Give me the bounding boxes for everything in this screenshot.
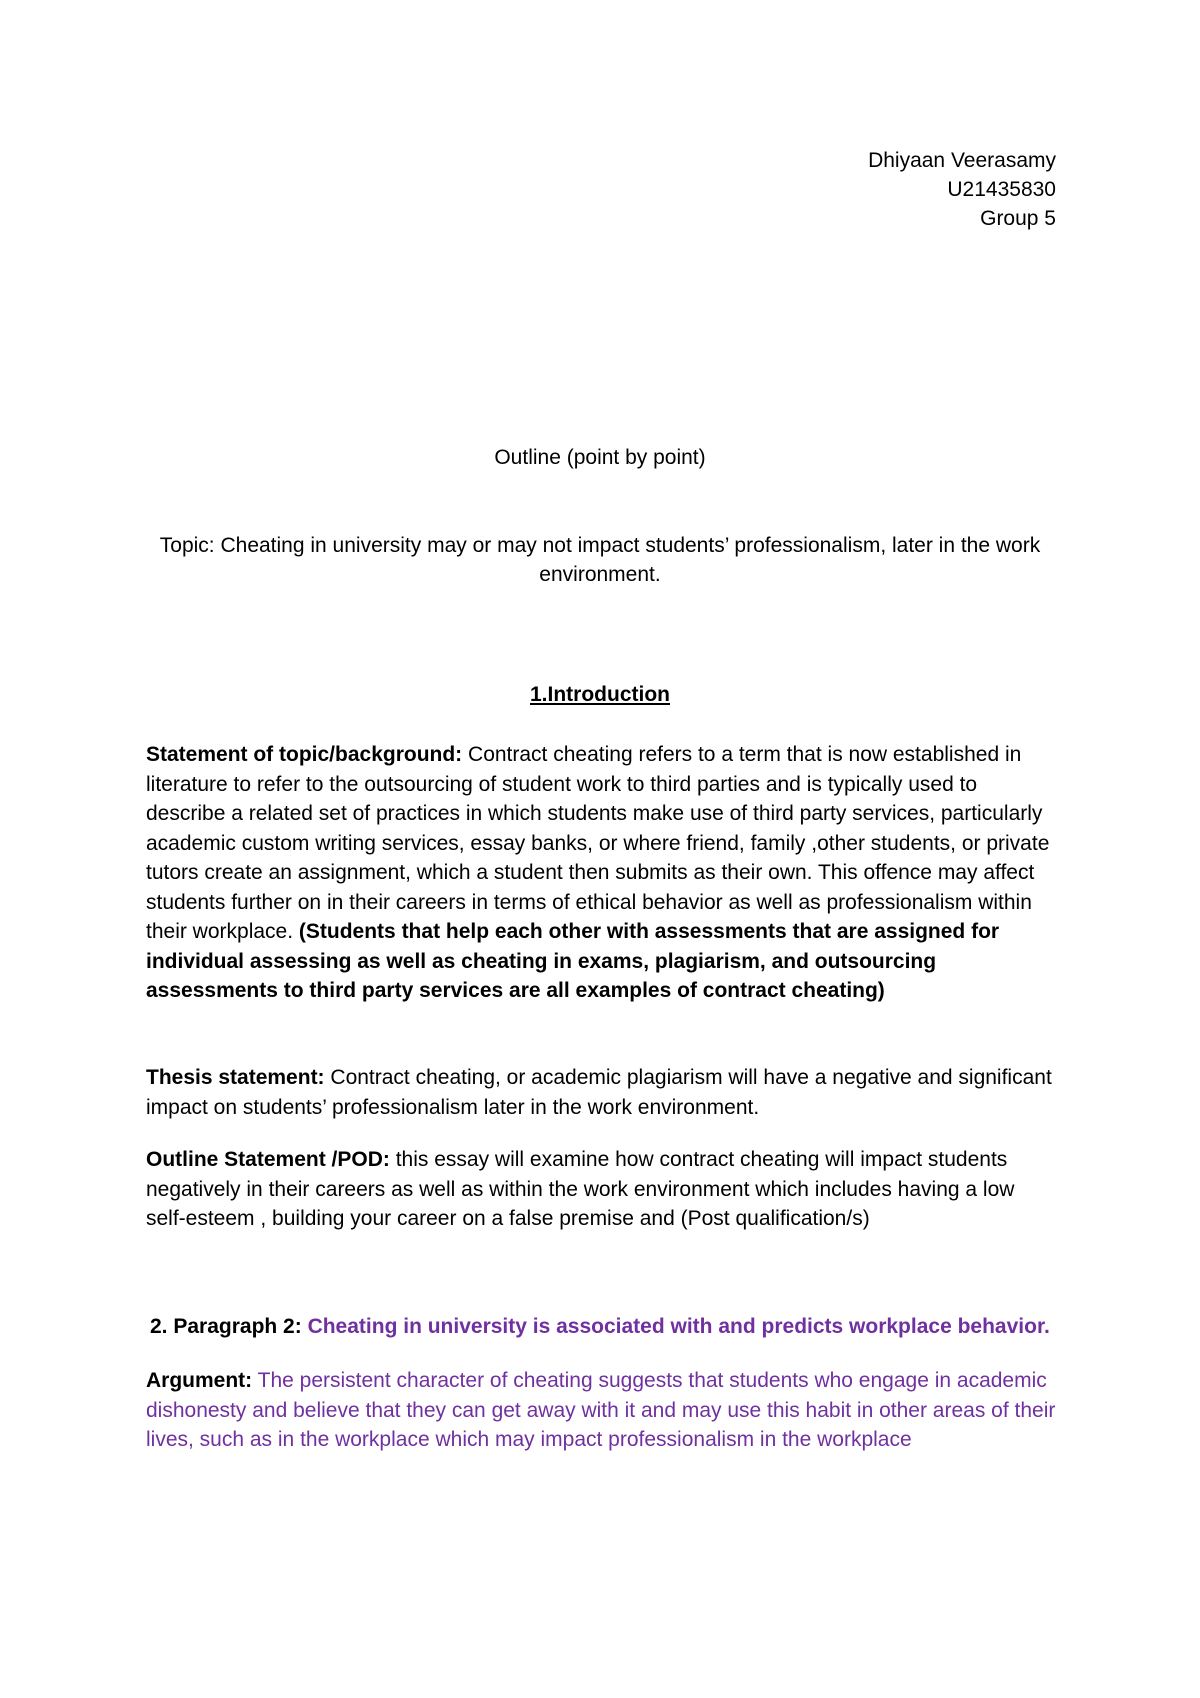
- argument-text: The persistent character of cheating suggests that students who engage in academic dishonesty and believe that they can get away with it and may use this habit in other areas of their lives, such as in the workplace which may impact professionalism in the workplace: [146, 1369, 1056, 1451]
- statement-text: Contract cheating refers to a term that is now established in literature to refer to the outsourcing of student work to third parties and is typically used to describe a related set of practices in which students make use of third party services, particularly academic custom writing services, essay banks, or where friend, family ,other students, or private tutors create an assignment, which a student then submits as their own. This offence may affect students further on in their careers in terms of ethical behavior as well as professionalism within their workplace.: [146, 743, 1050, 943]
- thesis-text: Contract cheating, or academic plagiarism will have a negative and significant impact on students’ professionalism later in the work environment.: [146, 1066, 1052, 1119]
- statement-paragraph: [146, 740, 1056, 1006]
- paragraph2-heading: [150, 1312, 1060, 1342]
- thesis-paragraph: [146, 1063, 1056, 1122]
- argument-paragraph: [146, 1366, 1056, 1455]
- statement-bold-text: (Students that help each other with assessments that are assigned for individual assessing as well as cheating in exams, plagiarism, and outsourcing assessments to third party services are all examples of contract cheating): [146, 920, 1000, 1002]
- topic-statement: Topic: Cheating in university may or may not impact students’ professionalism, later in the work environment.: [159, 534, 1041, 586]
- argument-label: Argument:: [146, 1369, 253, 1392]
- paragraph2-label: 2. Paragraph 2:: [150, 1315, 302, 1338]
- introduction-heading: 1.Introduction: [530, 683, 670, 706]
- outline-statement-text: this essay will examine how contract cheating will impact students negatively in their careers as well as within the work environment which includes having a low self-esteem , building your career on a false premise and (Post qualification/s): [146, 1148, 1015, 1230]
- outline-statement-label: Outline Statement /POD:: [146, 1148, 390, 1171]
- outline-statement-paragraph: [146, 1145, 1056, 1234]
- thesis-label: Thesis statement:: [146, 1066, 325, 1089]
- group-label: Group 5: [980, 207, 1056, 230]
- paragraph2-title: Cheating in university is associated with and predicts workplace behavior.: [301, 1315, 1050, 1338]
- author-header: [868, 146, 1056, 233]
- outline-title: Outline (point by point): [494, 446, 706, 469]
- student-number: U21435830: [947, 178, 1056, 201]
- author-name: Dhiyaan Veerasamy: [868, 149, 1056, 172]
- statement-label: Statement of topic/background:: [146, 743, 463, 766]
